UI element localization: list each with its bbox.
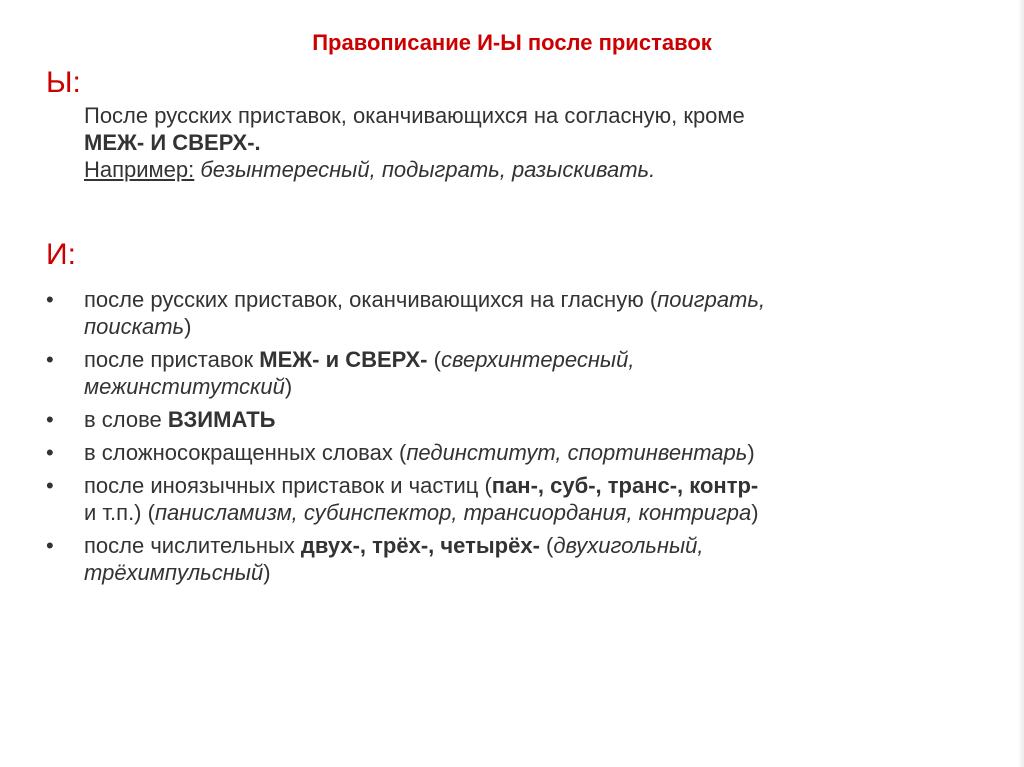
list-item — [46, 286, 986, 340]
slide-edge-shadow — [1018, 0, 1024, 767]
list-item-text: ) — [747, 440, 755, 465]
list-item-example: панисламизм, субинспектор, трансиордания, контригра — [154, 500, 752, 525]
list-item — [46, 346, 986, 400]
list-item — [46, 472, 986, 526]
bullet-icon: • — [46, 407, 54, 432]
list-item-example: двухигольный, — [553, 533, 704, 558]
list-item-example: межинститутский — [84, 374, 285, 399]
list-item-text: ( — [539, 533, 554, 558]
y-example-line — [84, 156, 984, 183]
list-item-text: ( — [427, 347, 441, 372]
slide-title: Правописание И-Ы после приставок — [312, 30, 712, 55]
list-item-line — [84, 439, 986, 466]
list-item — [46, 532, 986, 586]
bullet-icon: • — [46, 347, 54, 372]
list-item-line — [84, 499, 986, 526]
list-item-example: поискать — [84, 314, 185, 339]
list-item-line — [84, 373, 986, 400]
list-item-keyword: двух-, трёх-, четырёх- — [300, 533, 540, 558]
bullet-icon: • — [46, 473, 54, 498]
y-rule-block — [84, 102, 984, 183]
list-item-line — [84, 406, 986, 433]
list-item-line — [84, 559, 986, 586]
list-item-text: после русских приставок, оканчивающихся на гласную ( — [84, 287, 658, 312]
list-item-text: в сложносокращенных словах ( — [84, 440, 407, 465]
bullet-icon: • — [46, 287, 54, 312]
bullet-icon: • — [46, 533, 54, 558]
list-item-line — [84, 286, 986, 313]
list-item-text: ) — [284, 374, 293, 399]
list-item-example: пединститут, спортинвентарь — [406, 440, 748, 465]
list-item-text: после иноязычных приставок и частиц ( — [84, 473, 492, 498]
list-item-line — [84, 346, 986, 373]
list-item-text: ) — [751, 500, 759, 525]
list-item-keyword: пан-, суб-, транс-, контр- — [491, 473, 759, 498]
y-rule-text: После русских приставок, оканчивающихся на согласную, кроме — [84, 103, 745, 128]
list-item-keyword: ВЗИМАТЬ — [167, 407, 276, 432]
list-item-text: после числительных — [84, 533, 301, 558]
list-item — [46, 439, 986, 466]
heading-y: Ы: — [46, 66, 81, 99]
list-item — [46, 406, 986, 433]
list-item-example: трёхимпульсный — [84, 560, 264, 585]
list-item-text: ) — [184, 314, 192, 339]
list-item-keyword: МЕЖ- и СВЕРХ- — [259, 347, 428, 372]
list-item-line — [84, 472, 986, 499]
list-item-line — [84, 313, 986, 340]
i-rule-list — [46, 286, 986, 592]
y-example-words: безынтересный, подыграть, разыскивать. — [194, 157, 656, 182]
list-item-line — [84, 532, 986, 559]
list-item-example: поиграть, — [657, 287, 766, 312]
y-rule-exceptions: МЕЖ- И СВЕРХ-. — [84, 130, 261, 155]
bullet-icon: • — [46, 440, 54, 465]
heading-i: И: — [46, 238, 76, 271]
list-item-text: ) — [263, 560, 271, 585]
y-example-label: Например: — [84, 157, 195, 182]
list-item-text: после приставок — [84, 347, 260, 372]
list-item-example: сверхинтересный, — [440, 347, 635, 372]
list-item-text: и т.п.) ( — [84, 500, 155, 525]
list-item-text: в слове — [84, 407, 168, 432]
